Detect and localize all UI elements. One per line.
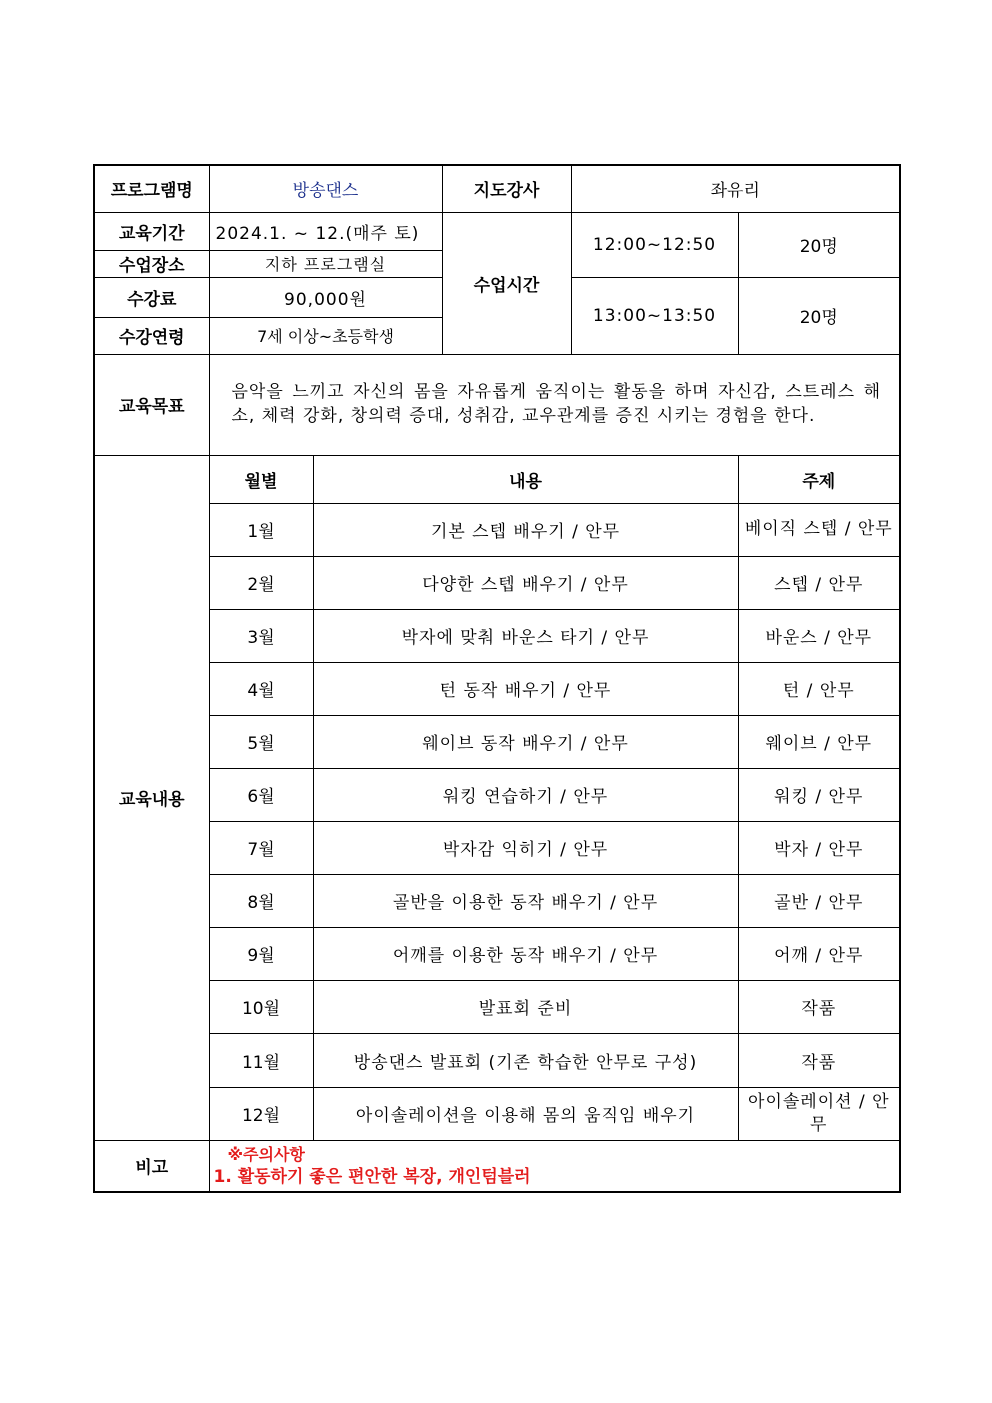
instructor-label: 지도강사: [442, 165, 571, 212]
program-table: [93, 164, 901, 1193]
topic-cell: 작품: [738, 980, 900, 1033]
content-cell: 어깨를 이용한 동작 배우기 / 안무: [313, 927, 738, 980]
month-cell: 12월: [209, 1087, 313, 1140]
period-label: 교육기간: [94, 212, 209, 250]
month-cell: 8월: [209, 874, 313, 927]
period-value: 2024.1. ~ 12.(매주 토): [209, 212, 442, 250]
content-cell: 아이솔레이션을 이용해 몸의 움직임 배우기: [313, 1087, 738, 1140]
table-row: [94, 503, 900, 556]
time-label: 수업시간: [442, 212, 571, 354]
month-cell: 5월: [209, 715, 313, 768]
month-cell: 1월: [209, 503, 313, 556]
column-month: 월별: [209, 455, 313, 503]
topic-cell: 어깨 / 안무: [738, 927, 900, 980]
session-1-capacity: 20명: [738, 212, 900, 277]
table-row: [94, 556, 900, 609]
content-cell: 턴 동작 배우기 / 안무: [313, 662, 738, 715]
month-cell: 7월: [209, 821, 313, 874]
session-2-capacity: 20명: [738, 277, 900, 354]
remarks-content: [209, 1140, 900, 1192]
topic-cell: 작품: [738, 1033, 900, 1087]
month-cell: 2월: [209, 556, 313, 609]
place-value: 지하 프로그램실: [209, 250, 442, 277]
program-label: 프로그램명: [94, 165, 209, 212]
table-row: [94, 927, 900, 980]
month-cell: 4월: [209, 662, 313, 715]
content-cell: 발표회 준비: [313, 980, 738, 1033]
table-row: [94, 821, 900, 874]
session-1-time: 12:00~12:50: [571, 212, 738, 277]
column-content: 내용: [313, 455, 738, 503]
content-cell: 방송댄스 발표회 (기존 학습한 안무로 구성): [313, 1033, 738, 1087]
topic-cell: 웨이브 / 안무: [738, 715, 900, 768]
month-cell: 3월: [209, 609, 313, 662]
content-cell: 골반을 이용한 동작 배우기 / 안무: [313, 874, 738, 927]
topic-cell: 스텝 / 안무: [738, 556, 900, 609]
content-cell: 워킹 연습하기 / 안무: [313, 768, 738, 821]
instructor-value: 좌유리: [571, 165, 900, 212]
table-row: [94, 1087, 900, 1140]
remarks-label: 비고: [94, 1140, 209, 1192]
table-row: [94, 662, 900, 715]
table-row: [94, 980, 900, 1033]
content-cell: 웨이브 동작 배우기 / 안무: [313, 715, 738, 768]
fee-value: 90,000원: [209, 277, 442, 317]
content-cell: 박자에 맞춰 바운스 타기 / 안무: [313, 609, 738, 662]
topic-cell: 아이솔레이션 / 안무: [738, 1087, 900, 1140]
topic-cell: 워킹 / 안무: [738, 768, 900, 821]
table-row: [94, 1033, 900, 1087]
table-row: [94, 715, 900, 768]
month-cell: 10월: [209, 980, 313, 1033]
table-row: [94, 609, 900, 662]
content-cell: 박자감 익히기 / 안무: [313, 821, 738, 874]
goal-label: 교육목표: [94, 354, 209, 455]
remarks-caution-item: 1. 활동하기 좋은 편안한 복장, 개인텀블러: [213, 1166, 531, 1187]
table-row: [94, 874, 900, 927]
column-topic: 주제: [738, 455, 900, 503]
table-row: [94, 768, 900, 821]
topic-cell: 바운스 / 안무: [738, 609, 900, 662]
month-cell: 9월: [209, 927, 313, 980]
content-cell: 기본 스텝 배우기 / 안무: [313, 503, 738, 556]
content-cell: 다양한 스텝 배우기 / 안무: [313, 556, 738, 609]
topic-cell: 베이직 스텝 / 안무: [738, 503, 900, 556]
month-cell: 11월: [209, 1033, 313, 1087]
topic-cell: 골반 / 안무: [738, 874, 900, 927]
topic-cell: 턴 / 안무: [738, 662, 900, 715]
age-value: 7세 이상~초등학생: [209, 317, 442, 354]
curriculum-label: 교육내용: [94, 455, 209, 1140]
program-value: 방송댄스: [209, 165, 442, 212]
month-cell: 6월: [209, 768, 313, 821]
fee-label: 수강료: [94, 277, 209, 317]
topic-cell: 박자 / 안무: [738, 821, 900, 874]
goal-text: 음악을 느끼고 자신의 몸을 자유롭게 움직이는 활동을 하며 자신감, 스트레스 해소, 체력 강화, 창의력 증대, 성취감, 교우관계를 증진 시키는 경험을 한다.: [209, 354, 900, 455]
remarks-caution-title: ※주의사항: [227, 1144, 305, 1164]
place-label: 수업장소: [94, 250, 209, 277]
session-2-time: 13:00~13:50: [571, 277, 738, 354]
age-label: 수강연령: [94, 317, 209, 354]
